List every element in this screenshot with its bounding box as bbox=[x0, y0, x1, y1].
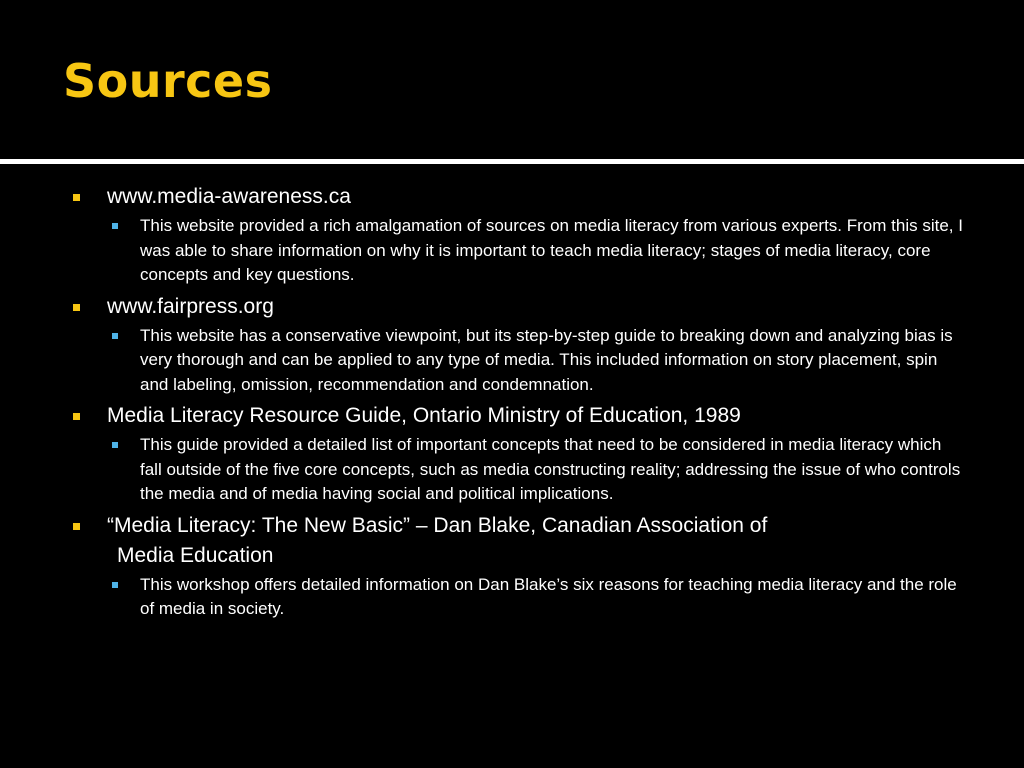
source-detail bbox=[0, 573, 1024, 622]
yellow-square-bullet-icon bbox=[73, 194, 80, 201]
yellow-square-bullet-icon bbox=[73, 413, 80, 420]
title-divider bbox=[0, 159, 1024, 164]
blue-square-bullet-icon bbox=[112, 223, 118, 229]
blue-square-bullet-icon bbox=[112, 582, 118, 588]
yellow-square-bullet-icon bbox=[73, 523, 80, 530]
source-detail bbox=[0, 324, 1024, 398]
source-heading: www.fairpress.org bbox=[107, 294, 274, 318]
source-item bbox=[0, 292, 1024, 322]
blue-square-bullet-icon bbox=[112, 333, 118, 339]
source-item bbox=[0, 401, 1024, 431]
source-detail-text: This website has a conservative viewpoint, but its step-by-step guide to breaking down and analyzing bias is very thorough and can be applied to any type of media. This included information on story placement, spin and labeling, omission, recommendation and condemnation. bbox=[140, 325, 953, 394]
source-detail-text: This website provided a rich amalgamation of sources on media literacy from various experts. From this site, I was able to share information on why it is important to teach media literacy; stages of media literacy, core concepts and key questions. bbox=[140, 216, 963, 284]
yellow-square-bullet-icon bbox=[73, 304, 80, 311]
source-detail-text: This guide provided a detailed list of important concepts that need to be considered in media literacy which fall outside of the five core concepts, such as media constructing reality; addressing the issue of who controls the media and of media having social and political implications. bbox=[140, 435, 961, 503]
source-detail bbox=[0, 433, 1024, 507]
source-heading: Media Literacy Resource Guide, Ontario Ministry of Education, 1989 bbox=[107, 404, 741, 427]
source-heading: “Media Literacy: The New Basic” – Dan Blake, Canadian Association of bbox=[107, 513, 768, 537]
source-detail bbox=[0, 214, 1024, 288]
source-heading: www.media-awareness.ca bbox=[107, 185, 351, 208]
source-detail-text: This workshop offers detailed information on Dan Blake’s six reasons for teaching media literacy and the role of media in society. bbox=[140, 574, 957, 618]
source-heading-continued: Media Education bbox=[117, 543, 274, 567]
slide-content bbox=[0, 182, 1024, 626]
source-item bbox=[0, 511, 1024, 571]
slide-title: Sources bbox=[63, 54, 273, 108]
blue-square-bullet-icon bbox=[112, 442, 118, 448]
source-item bbox=[0, 182, 1024, 212]
